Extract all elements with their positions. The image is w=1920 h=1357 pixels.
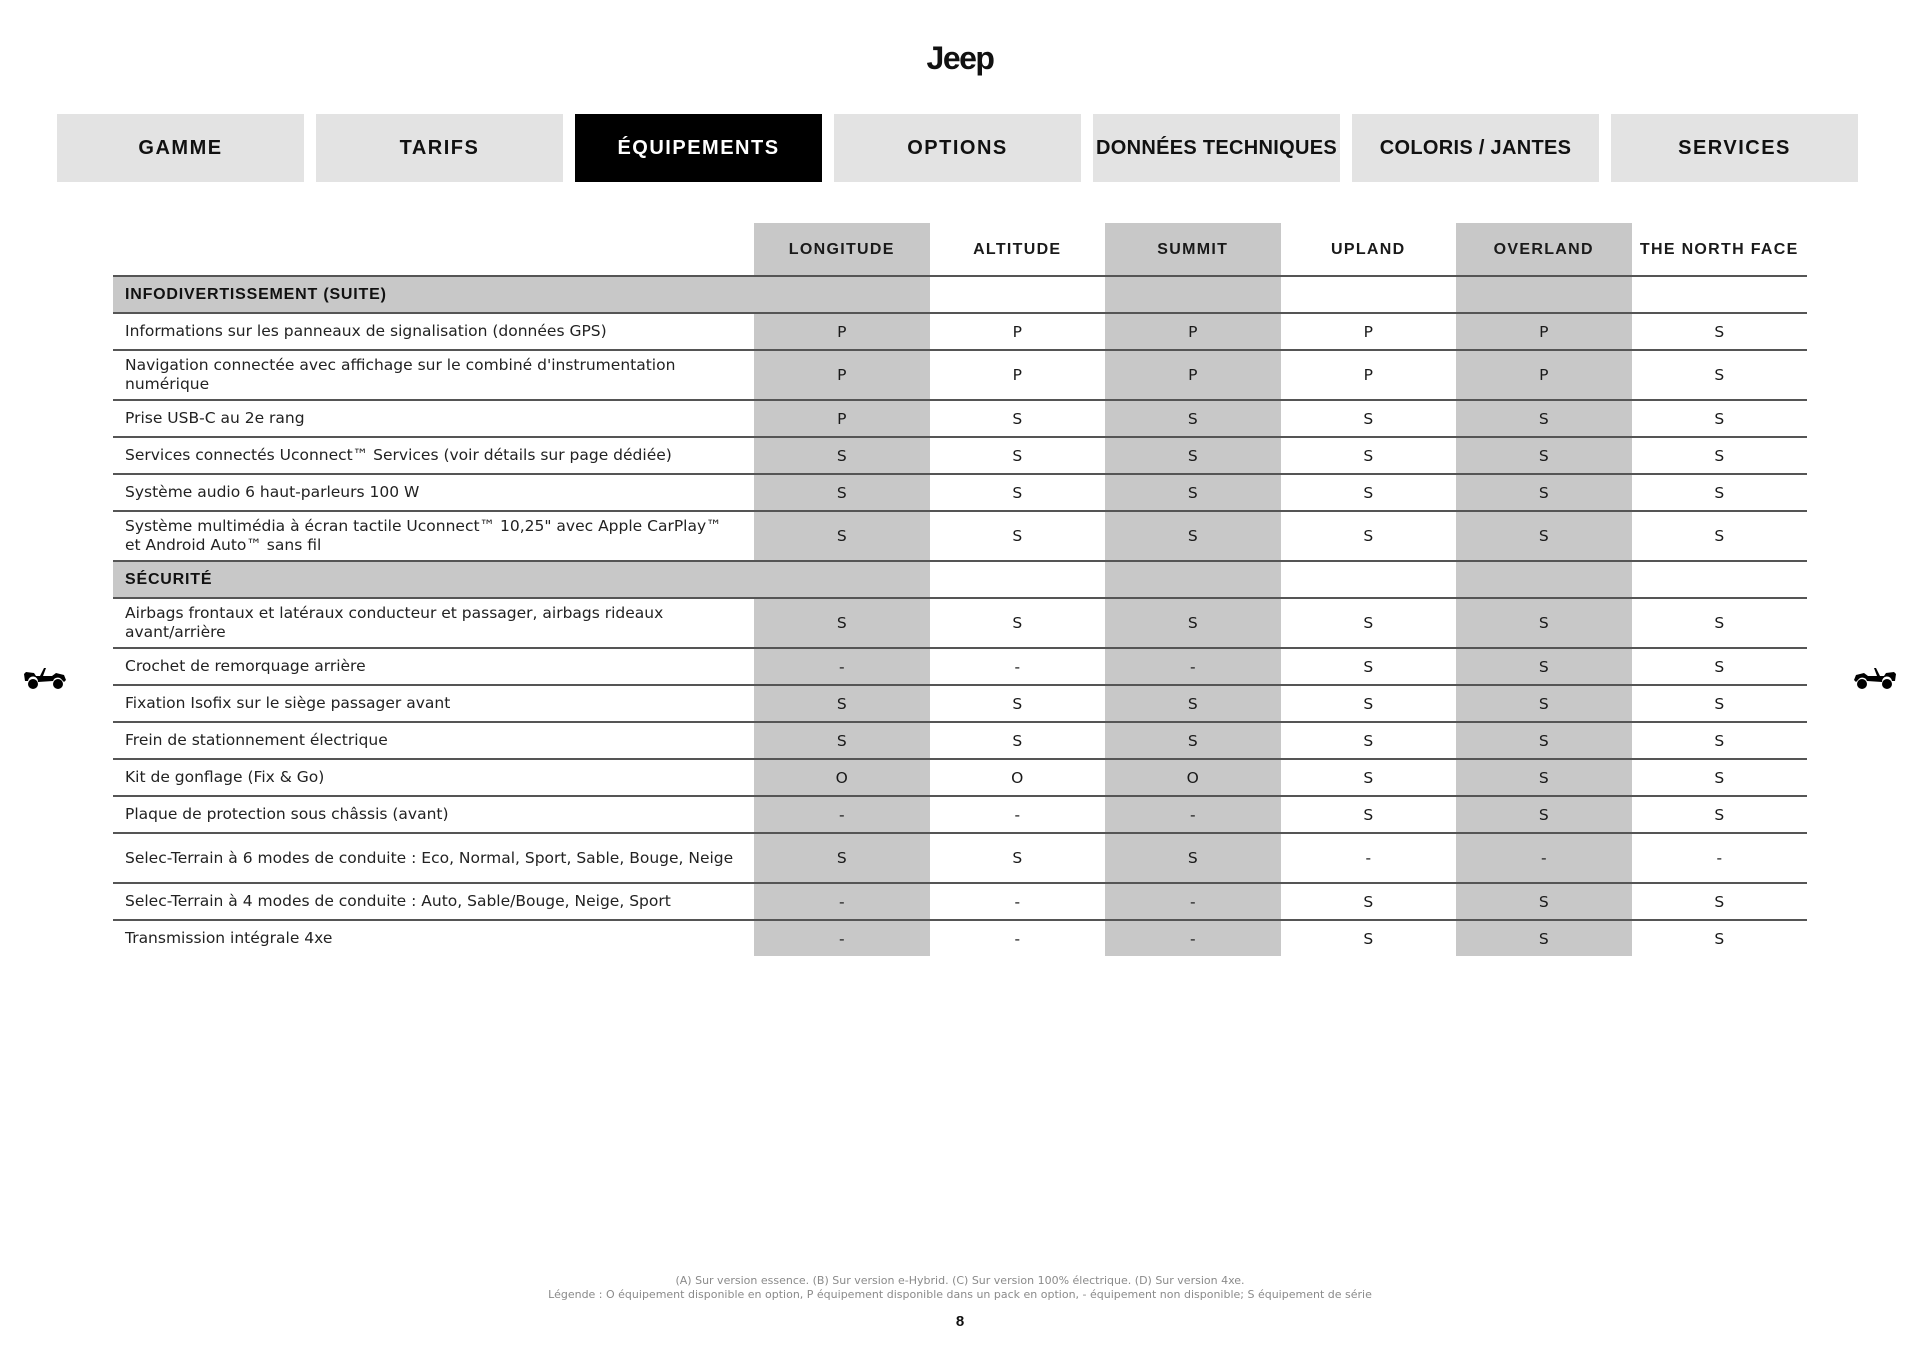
feature-label: Airbags frontaux et latéraux conducteur et passager, airbags rideaux avant/arrière [113, 598, 754, 648]
availability-cell: S [754, 722, 930, 759]
availability-cell: P [930, 313, 1106, 350]
availability-cell: O [930, 759, 1106, 796]
availability-cell: P [930, 350, 1106, 400]
availability-cell: S [1105, 474, 1281, 511]
availability-cell: S [1632, 685, 1808, 722]
availability-cell: S [1281, 722, 1457, 759]
availability-cell: S [1281, 883, 1457, 920]
tab-coloris-jantes[interactable]: COLORIS / JANTES [1352, 114, 1599, 182]
availability-cell: S [930, 833, 1106, 883]
availability-cell: S [930, 400, 1106, 437]
availability-cell: - [1105, 920, 1281, 956]
table-row [113, 400, 1807, 437]
feature-label: Services connectés Uconnect™ Services (voir détails sur page dédiée) [113, 437, 754, 474]
availability-cell: S [930, 685, 1106, 722]
availability-cell: S [1281, 511, 1457, 561]
availability-cell: P [1105, 350, 1281, 400]
table-row [113, 920, 1807, 956]
availability-cell: S [1632, 796, 1808, 833]
table-row [113, 511, 1807, 561]
table-row [113, 759, 1807, 796]
availability-cell: S [1363, 929, 1374, 948]
availability-cell: P [1281, 350, 1457, 400]
availability-cell: S [1456, 648, 1632, 685]
availability-cell: S [1632, 648, 1808, 685]
availability-cell: S [1456, 920, 1632, 956]
availability-cell: S [1105, 437, 1281, 474]
availability-cell: - [1456, 833, 1632, 883]
availability-cell: S [1281, 598, 1457, 648]
empty-cell [1632, 561, 1808, 598]
availability-cell: - [1281, 833, 1457, 883]
feature-label: Transmission intégrale 4xe [125, 929, 333, 947]
tab-options[interactable]: OPTIONS [834, 114, 1081, 182]
feature-label: Prise USB-C au 2e rang [113, 400, 754, 437]
availability-cell: S [1281, 400, 1457, 437]
equipment-table [113, 223, 1807, 956]
availability-cell: S [930, 437, 1106, 474]
column-header: ALTITUDE [930, 223, 1106, 276]
empty-cell [1456, 276, 1632, 313]
availability-cell: S [1714, 929, 1725, 948]
table-row [113, 474, 1807, 511]
availability-cell: S [1456, 722, 1632, 759]
empty-cell [754, 561, 930, 598]
feature-label: Kit de gonflage (Fix & Go) [113, 759, 754, 796]
feature-label: Selec-Terrain à 4 modes de conduite : Auto, Sable/Bouge, Neige, Sport [113, 883, 754, 920]
feature-label: Plaque de protection sous châssis (avant) [113, 796, 754, 833]
availability-cell: - [1105, 883, 1281, 920]
empty-cell [1456, 561, 1632, 598]
empty-cell [1632, 276, 1808, 313]
column-header: OVERLAND [1456, 223, 1632, 276]
availability-cell: P [1105, 313, 1281, 350]
availability-cell: S [754, 511, 930, 561]
availability-cell: S [754, 598, 930, 648]
availability-cell: S [1632, 722, 1808, 759]
availability-cell: S [1105, 511, 1281, 561]
availability-cell: O [754, 759, 930, 796]
availability-cell: S [930, 598, 1106, 648]
tab-tarifs[interactable]: TARIFS [316, 114, 563, 182]
availability-cell: S [1456, 511, 1632, 561]
availability-cell: S [1632, 350, 1808, 400]
availability-cell: S [1456, 759, 1632, 796]
label-column-header [113, 223, 754, 276]
feature-label: Selec-Terrain à 6 modes de conduite : Eco, Normal, Sport, Sable, Bouge, Neige [113, 833, 754, 883]
availability-cell: S [1456, 796, 1632, 833]
feature-label: Système multimédia à écran tactile Uconnect™ 10,25" avec Apple CarPlay™ et Android Auto™ sans fil [113, 511, 754, 561]
jeep-logo: Jeep [926, 40, 994, 76]
availability-cell: S [1632, 437, 1808, 474]
availability-cell: - [1105, 796, 1281, 833]
table-row [113, 350, 1807, 400]
table-row [113, 685, 1807, 722]
availability-cell: S [754, 474, 930, 511]
availability-cell: S [930, 722, 1106, 759]
empty-cell [754, 276, 930, 313]
availability-cell: S [754, 437, 930, 474]
feature-label: Crochet de remorquage arrière [113, 648, 754, 685]
availability-cell: S [930, 474, 1106, 511]
section-row [113, 561, 1807, 598]
tab-données-techniques[interactable]: DONNÉES TECHNIQUES [1093, 114, 1340, 182]
availability-cell: - [754, 883, 930, 920]
availability-cell: - [754, 920, 930, 956]
availability-cell: S [1456, 883, 1632, 920]
availability-cell: S [1281, 437, 1457, 474]
availability-cell: S [1105, 722, 1281, 759]
availability-cell: - [1632, 833, 1808, 883]
footnote: (A) Sur version essence. (B) Sur version e-Hybrid. (C) Sur version 100% électrique. (D) Sur version 4xe. [675, 1274, 1245, 1287]
column-header: UPLAND [1281, 223, 1457, 276]
availability-cell: - [1014, 929, 1021, 948]
availability-cell: S [1632, 759, 1808, 796]
availability-cell: S [1281, 796, 1457, 833]
jeep-vehicle-icon [1852, 664, 1898, 692]
availability-cell: S [1456, 598, 1632, 648]
availability-cell: S [1632, 400, 1808, 437]
page-number: 8 [955, 1313, 965, 1330]
column-header: LONGITUDE [754, 223, 930, 276]
column-header: SUMMIT [1105, 223, 1281, 276]
availability-cell: P [754, 350, 930, 400]
availability-cell: S [1105, 598, 1281, 648]
table-row [113, 313, 1807, 350]
jeep-vehicle-icon [22, 664, 68, 692]
column-header: THE NORTH FACE [1632, 223, 1808, 276]
availability-cell: P [1281, 313, 1457, 350]
table-row [113, 598, 1807, 648]
table-row [113, 722, 1807, 759]
table-row [113, 648, 1807, 685]
table-row [113, 437, 1807, 474]
section-title: INFODIVERTISSEMENT (SUITE) [113, 276, 754, 313]
availability-cell: - [930, 883, 1106, 920]
feature-label: Système audio 6 haut-parleurs 100 W [113, 474, 754, 511]
feature-label: Frein de stationnement électrique [113, 722, 754, 759]
availability-cell: S [1632, 598, 1808, 648]
tab-services[interactable]: SERVICES [1611, 114, 1858, 182]
availability-cell: P [1456, 313, 1632, 350]
availability-cell: S [1456, 400, 1632, 437]
feature-label: Informations sur les panneaux de signalisation (données GPS) [113, 313, 754, 350]
availability-cell: - [930, 796, 1106, 833]
availability-cell: S [1456, 685, 1632, 722]
section-tabs [57, 114, 1858, 182]
availability-cell: S [1281, 474, 1457, 511]
availability-cell: S [1105, 400, 1281, 437]
availability-cell: S [1632, 474, 1808, 511]
availability-cell: - [930, 648, 1106, 685]
empty-cell [1281, 276, 1457, 313]
feature-label: Navigation connectée avec affichage sur le combiné d'instrumentation numérique [113, 350, 754, 400]
table-row [113, 833, 1807, 883]
availability-cell: S [1456, 437, 1632, 474]
empty-cell [1105, 276, 1281, 313]
availability-cell: P [1456, 350, 1632, 400]
table-row [113, 883, 1807, 920]
availability-cell: - [1105, 648, 1281, 685]
availability-cell: P [754, 313, 930, 350]
availability-cell: S [1632, 313, 1808, 350]
section-title: SÉCURITÉ [113, 561, 754, 598]
table-row [113, 796, 1807, 833]
availability-cell: S [1281, 648, 1457, 685]
availability-cell: S [1632, 883, 1808, 920]
availability-cell: - [754, 796, 930, 833]
tab-gamme[interactable]: GAMME [57, 114, 304, 182]
availability-cell: S [1281, 759, 1457, 796]
feature-label: Fixation Isofix sur le siège passager avant [113, 685, 754, 722]
empty-cell [1105, 561, 1281, 598]
availability-cell: S [754, 833, 930, 883]
legend: Légende : O équipement disponible en option, P équipement disponible dans un pack en option, - équipement non disponible; S équipement de série [548, 1288, 1372, 1301]
availability-cell: - [754, 648, 930, 685]
empty-cell [930, 561, 1106, 598]
availability-cell: S [1632, 511, 1808, 561]
availability-cell: S [1456, 474, 1632, 511]
availability-cell: S [1281, 685, 1457, 722]
section-row [113, 276, 1807, 313]
availability-cell: O [1105, 759, 1281, 796]
availability-cell: P [754, 400, 930, 437]
empty-cell [1281, 561, 1457, 598]
availability-cell: S [930, 511, 1106, 561]
empty-cell [930, 276, 1106, 313]
availability-cell: S [1105, 833, 1281, 883]
availability-cell: S [1105, 685, 1281, 722]
tab-équipements[interactable]: ÉQUIPEMENTS [575, 114, 822, 182]
availability-cell: S [754, 685, 930, 722]
